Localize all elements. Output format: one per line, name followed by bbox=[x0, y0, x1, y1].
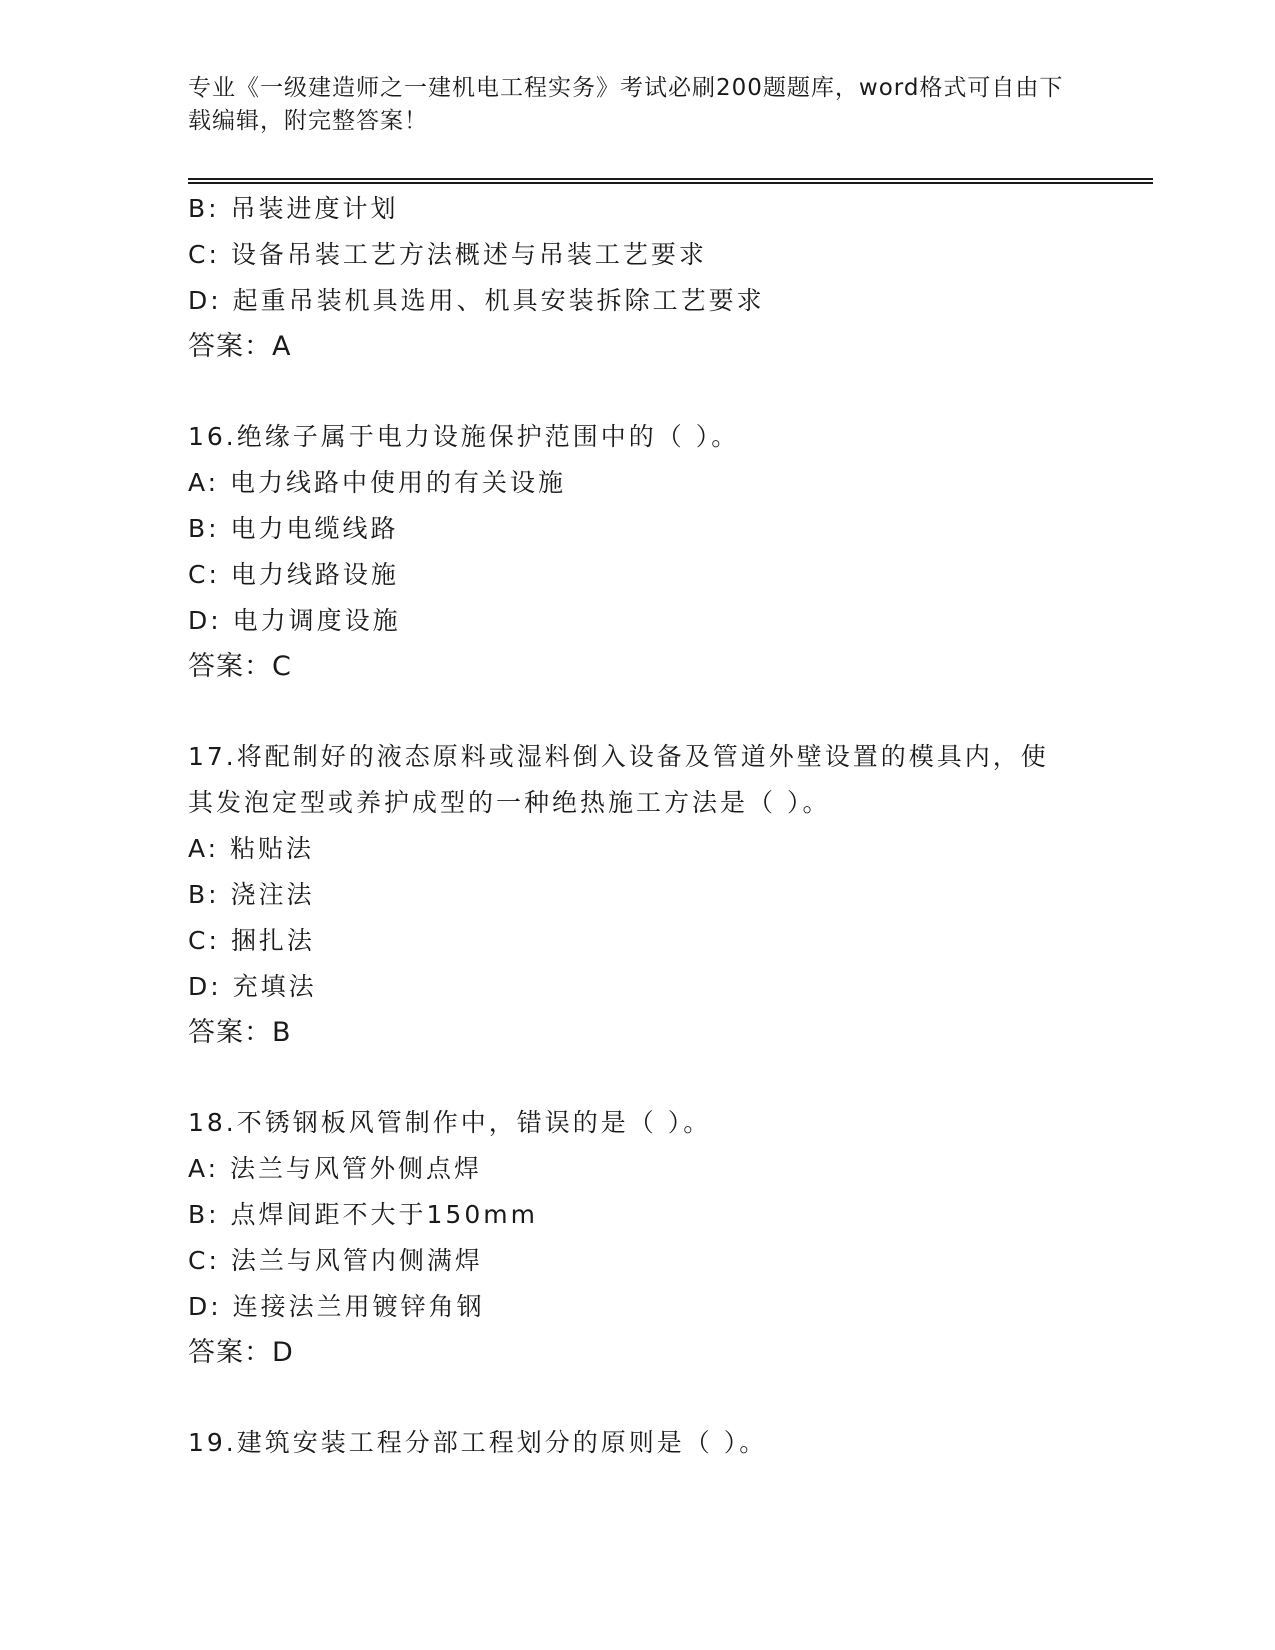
option-a: A: 法兰与风管外侧点焊 bbox=[188, 1154, 483, 1183]
option-b: B: 电力电缆线路 bbox=[188, 514, 399, 543]
question-stem: 16.绝缘子属于电力设施保护范围中的（ ）。 bbox=[188, 422, 740, 451]
question-stem: 18.不锈钢板风管制作中，错误的是（ ）。 bbox=[188, 1108, 712, 1137]
option-c: C: 捆扎法 bbox=[188, 926, 315, 955]
spacer bbox=[188, 1056, 1088, 1100]
answer-line: 答案：C bbox=[188, 651, 292, 682]
option-b: B: 浇注法 bbox=[188, 880, 315, 909]
spacer bbox=[188, 690, 1088, 734]
question-stem: 17.将配制好的液态原料或湿料倒入设备及管道外壁设置的模具内，使其发泡定型或养护成型的一种绝热施工方法是（ ）。 bbox=[188, 742, 1049, 817]
answer-line: 答案：B bbox=[188, 1017, 292, 1048]
option-d: D: 起重吊装机具选用、机具安装拆除工艺要求 bbox=[188, 286, 765, 315]
option-b: B: 点焊间距不大于150mm bbox=[188, 1200, 538, 1229]
spacer bbox=[188, 370, 1088, 414]
header-rule-bottom bbox=[188, 182, 1153, 184]
option-b: B: 吊装进度计划 bbox=[188, 194, 399, 223]
header-rule-top bbox=[188, 178, 1153, 180]
option-d: D: 充填法 bbox=[188, 972, 317, 1001]
option-c: C: 电力线路设施 bbox=[188, 560, 399, 589]
question-19 bbox=[188, 1420, 1088, 1466]
question-content bbox=[188, 186, 1088, 1466]
answer-line: 答案：D bbox=[188, 1337, 294, 1368]
option-a: A: 电力线路中使用的有关设施 bbox=[188, 468, 567, 497]
document-header: 专业《一级建造师之一建机电工程实务》考试必刷200题题库，word格式可自由下载编辑，附完整答案！ bbox=[188, 75, 1064, 134]
question-18 bbox=[188, 1100, 1088, 1376]
answer-line: 答案：A bbox=[188, 331, 292, 362]
question-15-continuation bbox=[188, 186, 1088, 370]
option-d: D: 电力调度设施 bbox=[188, 606, 401, 635]
spacer bbox=[188, 1376, 1088, 1420]
option-c: C: 设备吊装工艺方法概述与吊装工艺要求 bbox=[188, 240, 707, 269]
option-a: A: 粘贴法 bbox=[188, 834, 315, 863]
question-stem: 19.建筑安装工程分部工程划分的原则是（ ）。 bbox=[188, 1428, 768, 1457]
question-17 bbox=[188, 734, 1088, 1056]
option-d: D: 连接法兰用镀锌角钢 bbox=[188, 1292, 485, 1321]
question-16 bbox=[188, 414, 1088, 690]
option-c: C: 法兰与风管内侧满焊 bbox=[188, 1246, 483, 1275]
